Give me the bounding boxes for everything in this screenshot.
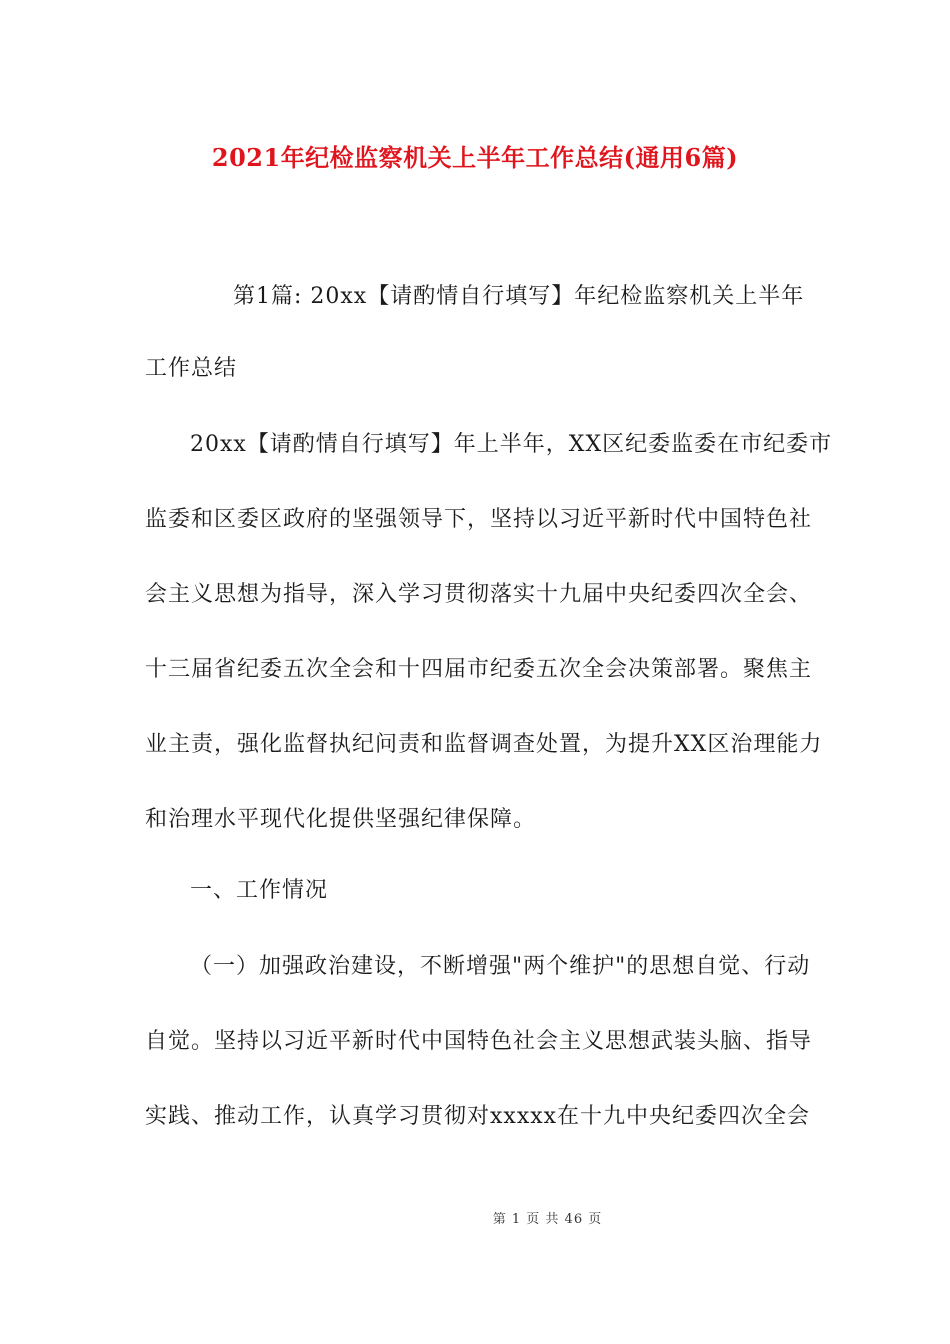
page-number-footer: 第 1 页 共 46 页	[492, 1212, 603, 1227]
paragraph-line: 和治理水平现代化提供坚强纪律保障。	[145, 807, 537, 832]
paragraph-line: 自觉。坚持以习近平新时代中国特色社会主义思想武装头脑、指导	[145, 1029, 813, 1054]
chapter-heading-line-2: 工作总结	[145, 356, 238, 381]
chapter-heading-line-1: 第1篇: 20xx【请酌情自行填写】年纪检监察机关上半年	[233, 284, 805, 309]
document-title: 2021年纪检监察机关上半年工作总结(通用6篇)	[211, 143, 739, 172]
paragraph-line: 20xx【请酌情自行填写】年上半年，XX区纪委监委在市纪委市	[190, 432, 833, 457]
paragraph-line: （一）加强政治建设，不断增强"两个维护"的思想自觉、行动	[190, 954, 811, 979]
section-heading: 一、工作情况	[190, 878, 329, 903]
paragraph-line: 会主义思想为指导，深入学习贯彻落实十九届中央纪委四次全会、	[145, 582, 813, 607]
paragraph-line: 业主责，强化监督执纪问责和监督调查处置，为提升XX区治理能力	[145, 732, 823, 757]
paragraph-line: 十三届省纪委五次全会和十四届市纪委五次全会决策部署。聚焦主	[145, 657, 813, 682]
paragraph-line: 实践、推动工作，认真学习贯彻对xxxxx在十九中央纪委四次全会	[145, 1104, 811, 1129]
paragraph-line: 监委和区委区政府的坚强领导下，坚持以习近平新时代中国特色社	[145, 507, 813, 532]
